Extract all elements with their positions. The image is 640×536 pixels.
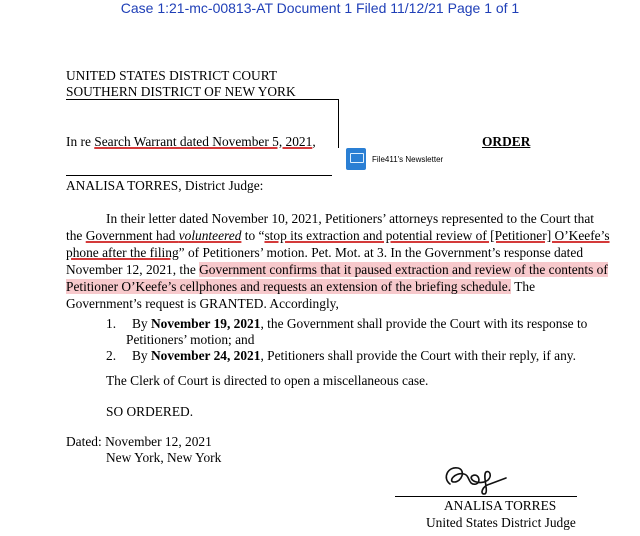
p-l5b: The <box>511 279 536 294</box>
paragraph-line-2 <box>66 227 610 244</box>
dated-label: Dated: <box>66 434 102 449</box>
court-heading <box>66 68 296 100</box>
district-line: SOUTHERN DISTRICT OF NEW YORK <box>66 84 296 99</box>
so-ordered: SO ORDERED. <box>106 404 194 419</box>
newsletter-widget[interactable] <box>346 148 443 170</box>
caption-prefix: In re <box>66 134 95 149</box>
p-l2a: the <box>66 228 86 243</box>
judge-signature <box>440 456 520 496</box>
caption-rule <box>66 175 332 176</box>
p-l3a: phone after the filing <box>66 245 179 260</box>
judge-line: ANALISA TORRES, District Judge: <box>66 178 264 193</box>
list-post: , Petitioners shall provide the Court with their reply, if any. <box>260 348 576 363</box>
list-item <box>106 348 587 364</box>
paragraph-line-5 <box>66 278 610 295</box>
paragraph-line-4 <box>66 261 610 278</box>
list-item-continuation: Petitioners’ motion; and <box>126 332 255 347</box>
dated-place: New York, New York <box>106 450 222 465</box>
signature-title: United States District Judge <box>426 515 576 530</box>
order-title: ORDER <box>482 134 531 149</box>
list-date: November 24, 2021 <box>150 348 261 363</box>
case-caption <box>66 133 316 150</box>
p-l2e: stop its extraction and potential review of [Petitioner] O’Keefe’s <box>264 228 610 243</box>
clerk-directive: The Clerk of Court is directed to open a miscellaneous case. <box>106 373 429 388</box>
list-number: 1. <box>106 316 117 331</box>
paragraph-line-3 <box>66 244 610 261</box>
list-item <box>106 316 587 332</box>
heading-rule <box>66 99 339 100</box>
list-post: , the Government shall provide the Court with its response to <box>260 316 588 331</box>
dated-line <box>66 434 221 450</box>
list-text <box>132 348 576 364</box>
order-list <box>106 316 587 364</box>
caption-title: Search Warrant dated November 5, 2021 <box>94 134 313 149</box>
p-l4a: November 12, 2021, the <box>66 262 200 277</box>
dated-date: November 12, 2021 <box>105 434 212 449</box>
newsletter-label: File411's Newsletter <box>372 154 444 164</box>
p-l4b-highlight: Government confirms that it paused extraction and review of the contents of <box>199 262 608 277</box>
list-pre: By <box>132 316 151 331</box>
caption-divider <box>338 100 339 148</box>
paragraph-line-1: In their letter dated November 10, 2021, Petitioners’ attorneys represented to the Court that <box>106 211 594 226</box>
caption-suffix: , <box>312 134 316 149</box>
dated-block <box>66 434 221 466</box>
p-l2d: to “ <box>241 228 265 243</box>
list-date: November 19, 2021 <box>150 316 261 331</box>
file-icon <box>346 148 366 170</box>
p-l3b: ” of Petitioners’ motion. Pet. Mot. at 3. In the Government’s response dated <box>178 245 584 260</box>
list-pre: By <box>132 348 151 363</box>
p-l2c: volunteered <box>178 228 242 243</box>
paragraph-line-6: Government’s request is GRANTED. Accordingly, <box>66 296 339 311</box>
list-number: 2. <box>106 348 117 363</box>
court-name-line: UNITED STATES DISTRICT COURT <box>66 68 278 83</box>
p-l2b: Government had <box>85 228 179 243</box>
order-paragraph <box>66 210 610 312</box>
case-header: Case 1:21-mc-00813-AT Document 1 Filed 11/12/21 Page 1 of 1 <box>120 0 520 16</box>
p-l5a-highlight: Petitioner O’Keefe’s cellphones and requests an extension of the briefing schedule. <box>66 279 512 294</box>
signature-name: ANALISA TORRES <box>444 498 557 513</box>
list-text <box>132 316 587 332</box>
